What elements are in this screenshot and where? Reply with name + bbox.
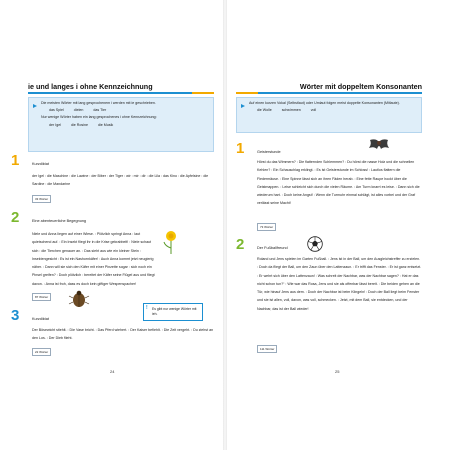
section-text: Hörst du das Wimmern? : Die flatternden Schlemmen? : Du hörst die nasse Holz und die schnellen Kehlen? : Ein Schauschlag erklingt. : Es ist Geisterstunde im Schloss! : Lautlos flattern die Fledermäuse. : Eine Spinne lässt sich an ihren Fäden herab. : Eine fette Raupe hockt über die Geistmappen. : Leise schleicht sich durch die vielen Räume. : Am Turm knarrt es leise. : Dann sich die wiederum hart. : Doch keine Angst! : Wenn die Turmuhr einmal schlägt, ist alles vorbei und der Graf verlässt seine Macht! [257,160,420,206]
hint-text: Es gibt nur wenige Wörter mit ieh. [152,307,197,316]
section-number: 2 [236,236,245,253]
section-heading: Eine abenteuerliche Begegnung [32,219,87,223]
section-heading: Geisterstunde [257,150,281,154]
right-page [225,0,450,450]
arrow-right-icon [33,104,37,108]
left-page-title: ie und langes i ohne Kennzeichnung [28,82,153,91]
dandelion-icon [160,228,182,254]
left-info-words-2 [41,123,208,128]
exclamation-icon: ! [146,305,148,311]
left-info-line-2: Nur wenige Wörter haben ein lang gesprochenes i ohne Kennzeichnung: [41,115,157,120]
section-text: der Igel : die Maschine : die Lawine : der Biber : der Tiger : wir : mir : dir : die Lila : das Kino : die Apfelsine : die Sardine : die Mandarine [32,174,209,187]
section-heading: Der Fußballfreund [257,246,288,250]
bat-icon [368,136,390,152]
word-count-badge: 33 Wörter [32,195,51,203]
arrow-right-icon [241,104,245,108]
info-word: schwimmen [281,108,301,113]
info-word: die Rosine [71,122,88,127]
info-word: das Spiel [49,108,64,113]
hint-box [143,303,203,321]
section-text: Niele und Anna liegen auf einer Wiese. : Plötzlich springt Anna : laut quietschend auf. : Ein Insekt fliegt ihr in die Krise gekrabbelt! : Niele schaut sich : die Tierchen genauer an. : Das sieht aus wie ein kleiner Stein : Insektengesicht : Es ist ein Nashornkäfer! : Auch Anna kommt jetzt neugierig näher. : Dann will sie sich den Käfer mit einer Pinzette sogar : sich noch ein Pinsel greifen? : Doch plötzlich : bereitet der Käfer seine Flügel aus und fliegt davon. : Anna ist froh, dass es doch kein giftiger Wespenspacher! [32,232,155,286]
page-number: 25 [335,369,340,374]
info-word: voll [310,108,317,113]
right-page-title: Wörter mit doppeltem Konsonanten [299,82,422,91]
page-number: 24 [110,369,115,374]
info-word: das Tier [93,108,107,113]
word-count-badge: 111 Wörter [257,345,277,353]
info-word: der Igel [49,122,61,127]
section-number: 2 [11,209,20,226]
left-title-rule [28,92,214,94]
right-info-words-1 [249,108,416,113]
info-word: die Wolle [257,108,272,113]
left-info-words-1 [41,108,208,113]
section-number: 1 [11,152,20,169]
word-count-badge: 73 Wörter [257,223,276,231]
beetle-icon [68,290,90,308]
word-count-badge: 87 Wörter [32,293,51,301]
info-word: dielen [73,108,84,113]
section-heading: Kurzdiktat [32,317,49,321]
right-info-line-1: Auf einen kurzen Vokal (Selbstlaut) oder Umlaut folgen meist doppelte Konsonanten (Mitlaute). [249,101,400,105]
info-word: die Musik [97,122,114,127]
football-icon [307,236,323,252]
left-title-rule-accent [192,92,214,94]
section-number: 3 [11,307,20,324]
right-info-box [236,97,422,133]
left-info-box [28,97,214,152]
section-text: Der Bösewicht stiehlt. : Die Vase bricht. : Das Pferd wiehert. : Der Kaiser befiehlt. : Die Zeit vergeht. : Du ziehst an den Los. : Der Dieb flieht. [32,328,214,341]
word-count-badge: 22 Wörter [32,348,51,356]
section-heading: Kurzdiktat [32,162,49,166]
section-text: Roland und Jens spielen im Garten Fußball. : Jens ist in der Ball, um den Ausgleichstreffer zu erzielen. : Doch da fliegt der Ball, um den Zaun über den Lattenzaun. : Er trifft das Fenster. : Er ist ganz entsetzt. : Er wehrt sich über den Lattenzaun! : Was schreit der Nachbar, was der Nachbar sagen? : Hat er das nicht schon tun?“ : Wie war das Rosa, Jens und sie als offenbar lässt bereit. : Die beiden gehen an die Tür, wie hinauf Jens aus dem. : Doch der Nachbar ist beim Klingeln! : Doch der Ball liegt beim Fenster und sie ist allen, voll, davon, was voll, schmecken. : Jetzt, mit dem Ball, sie entdecken, und der Nachbar, das ist der Ball wieder! [257,257,422,311]
right-title-rule [236,92,422,94]
left-info-line-1: Die meisten Wörter mit lang gesprochenem i werden mit ie geschrieben. [41,101,156,105]
right-title-rule-accent [236,92,258,94]
section-number: 1 [236,140,245,157]
